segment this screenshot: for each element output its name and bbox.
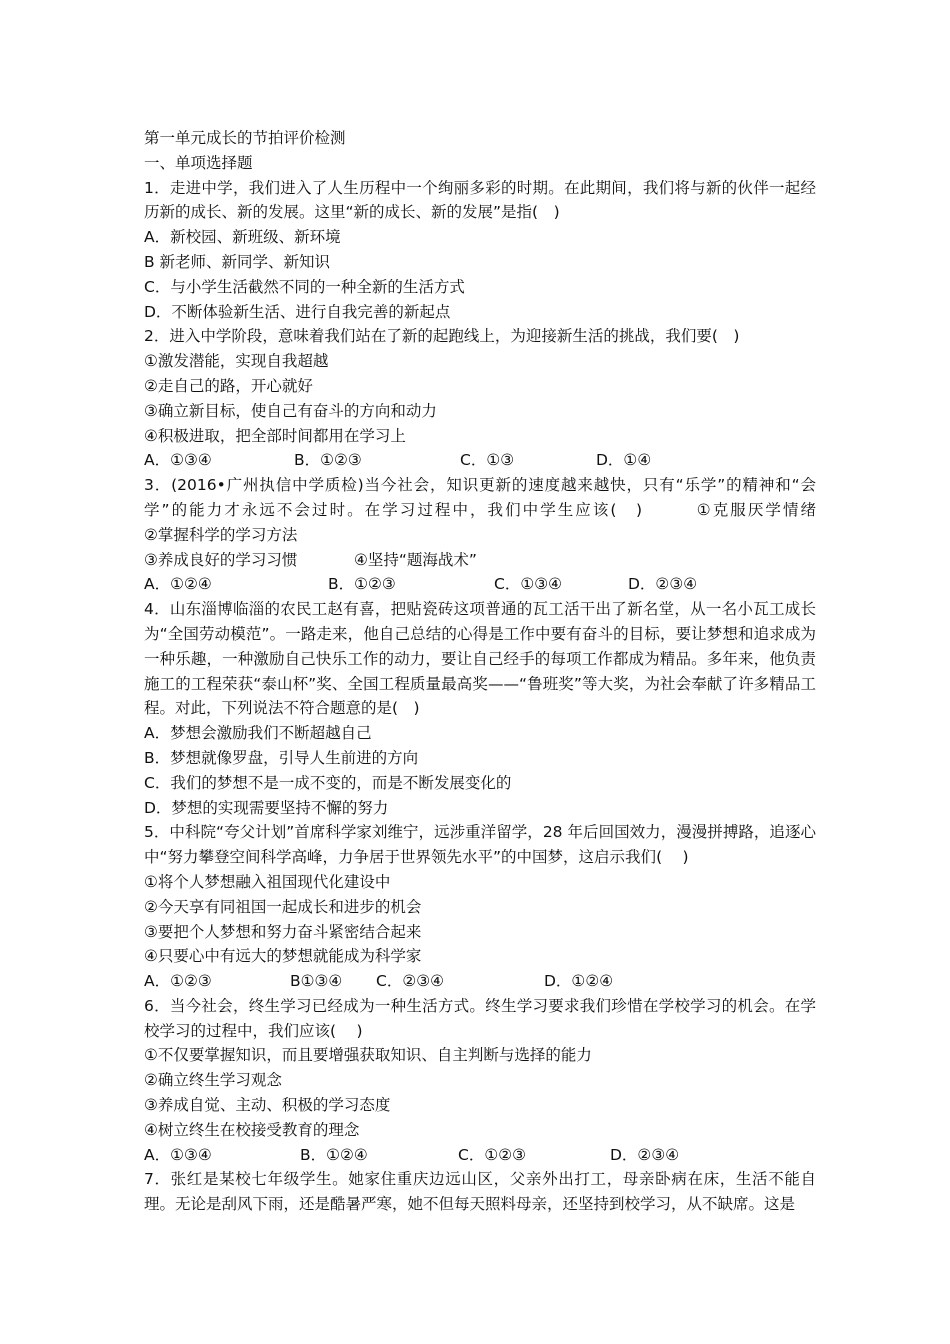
question-6-option-c: C．①②③	[458, 1145, 527, 1164]
question-1-option-d: D．不断体验新生活、进行自我完善的新起点	[144, 302, 451, 321]
question-3-stem: 3．(2016•广州执信中学质检)当今社会，知识更新的速度越来越快，只有“乐学”的精神和“会学”的能力才永远不会过时。在学习过程中，我们中学生应该( ) ①克服厌学情绪 ②掌握科学的学习方法	[144, 476, 910, 544]
question-6-option-b: B．①②④	[300, 1145, 368, 1164]
question-3-option-a: A．①②④	[144, 575, 212, 594]
question-2-option-a: A．①③④	[144, 451, 212, 470]
question-2-option-c: C．①③	[460, 451, 515, 470]
question-3-items	[144, 548, 816, 573]
question-4-option-d: D．梦想的实现需要坚持不懈的努力	[144, 798, 389, 817]
question-4-option-b: B．梦想就像罗盘，引导人生前进的方向	[144, 748, 419, 767]
question-3-options	[144, 572, 816, 597]
question-5-option-a: A．①②③	[144, 972, 212, 991]
question-1-option-a: A．新校园、新班级、新环境	[144, 228, 341, 247]
question-2-stem: 2．进入中学阶段，意味着我们站在了新的起跑线上，为迎接新生活的挑战，我们要( )	[144, 327, 740, 346]
question-3-option-d: D．②③④	[628, 575, 698, 594]
question-7-stem: 7．张红是某校七年级学生。她家住重庆边远山区，父亲外出打工，母亲卧病在床，生活不能自理。无论是刮风下雨，还是酷暑严寒，她不但每天照料母亲，还坚持到校学习，从不缺席。这是	[144, 1170, 816, 1214]
question-6-option-d: D．②③④	[610, 1145, 680, 1164]
question-5-option-c: C．②③④	[376, 972, 445, 991]
question-5-option-d: D．①②④	[544, 972, 614, 991]
question-6-stem: 6．当今社会，终生学习已经成为一种生活方式。终生学习要求我们珍惜在学校学习的机会。在学校学习的过程中，我们应该( )	[144, 996, 816, 1040]
question-4-option-a: A．梦想会激励我们不断超越自己	[144, 724, 372, 743]
question-4-stem: 4．山东淄博临淄的农民工赵有喜，把贴瓷砖这项普通的瓦工活干出了新名堂，从一名小瓦工成长为“全国劳动模范”。一路走来，他自己总结的心得是工作中要有奋斗的目标，要让梦想和追求成为一种乐趣，一种激励自己快乐工作的动力，要让自己经手的每项工作都成为精品。多年来，他负责施工的工程荣获“泰山杯”奖、全国工程质量最高奖——“鲁班奖”等大奖，为社会奉献了许多精品工程。对此，下列说法不符合题意的是( )	[144, 600, 816, 718]
question-5-item-3: ③要把个人梦想和努力奋斗紧密结合起来	[144, 922, 422, 941]
section-heading: 一、单项选择题	[144, 153, 253, 172]
question-4-option-c: C．我们的梦想不是一成不变的，而是不断发展变化的	[144, 773, 512, 792]
question-5-option-b: B①③④	[290, 972, 343, 991]
question-6-options	[144, 1143, 816, 1168]
question-3-item-4: ④坚持“题海战术”	[354, 550, 477, 569]
question-1-option-c: C．与小学生活截然不同的一种全新的生活方式	[144, 277, 465, 296]
document-title: 第一单元成长的节拍评价检测	[144, 129, 346, 147]
question-2-item-2: ②走自己的路，开心就好	[144, 376, 313, 395]
question-3-option-c: C．①③④	[494, 575, 563, 594]
question-5-item-2: ②今天享有同祖国一起成长和进步的机会	[144, 897, 422, 916]
question-2-options	[144, 448, 816, 473]
question-6-item-1: ①不仅要掌握知识，而且要增强获取知识、自主判断与选择的能力	[144, 1046, 592, 1065]
question-2-option-d: D．①④	[596, 451, 652, 470]
question-1-option-b: B 新老师、新同学、新知识	[144, 252, 331, 271]
question-3-item-3: ③养成良好的学习习惯	[144, 550, 298, 569]
question-2-item-1: ①激发潜能，实现自我超越	[144, 352, 329, 371]
question-6-item-4: ④树立终生在校接受教育的理念	[144, 1120, 360, 1139]
question-5-item-4: ④只要心中有远大的梦想就能成为科学家	[144, 947, 422, 966]
question-2-item-4: ④积极进取，把全部时间都用在学习上	[144, 426, 406, 445]
question-6-item-3: ③养成自觉、主动、积极的学习态度	[144, 1096, 391, 1115]
question-5-options	[144, 969, 816, 994]
question-2-option-b: B．①②③	[294, 451, 362, 470]
question-5-stem: 5．中科院“夸父计划”首席科学家刘维宁，远涉重洋留学，28 年后回国效力，漫漫拼搏路，追逐心中“努力攀登空间科学高峰，力争居于世界领先水平”的中国梦，这启示我们( )	[144, 823, 816, 867]
question-1-stem: 1．走进中学，我们进入了人生历程中一个绚丽多彩的时期。在此期间，我们将与新的伙伴一起经历新的成长、新的发展。这里“新的成长、新的发展”是指( )	[144, 178, 816, 222]
question-2-item-3: ③确立新目标，使自己有奋斗的方向和动力	[144, 401, 437, 420]
question-6-item-2: ②确立终生学习观念	[144, 1071, 282, 1090]
question-3-option-b: B．①②③	[328, 575, 396, 594]
document-body	[144, 126, 910, 1217]
question-6-option-a: A．①③④	[144, 1145, 212, 1164]
question-5-item-1: ①将个人梦想融入祖国现代化建设中	[144, 872, 391, 891]
